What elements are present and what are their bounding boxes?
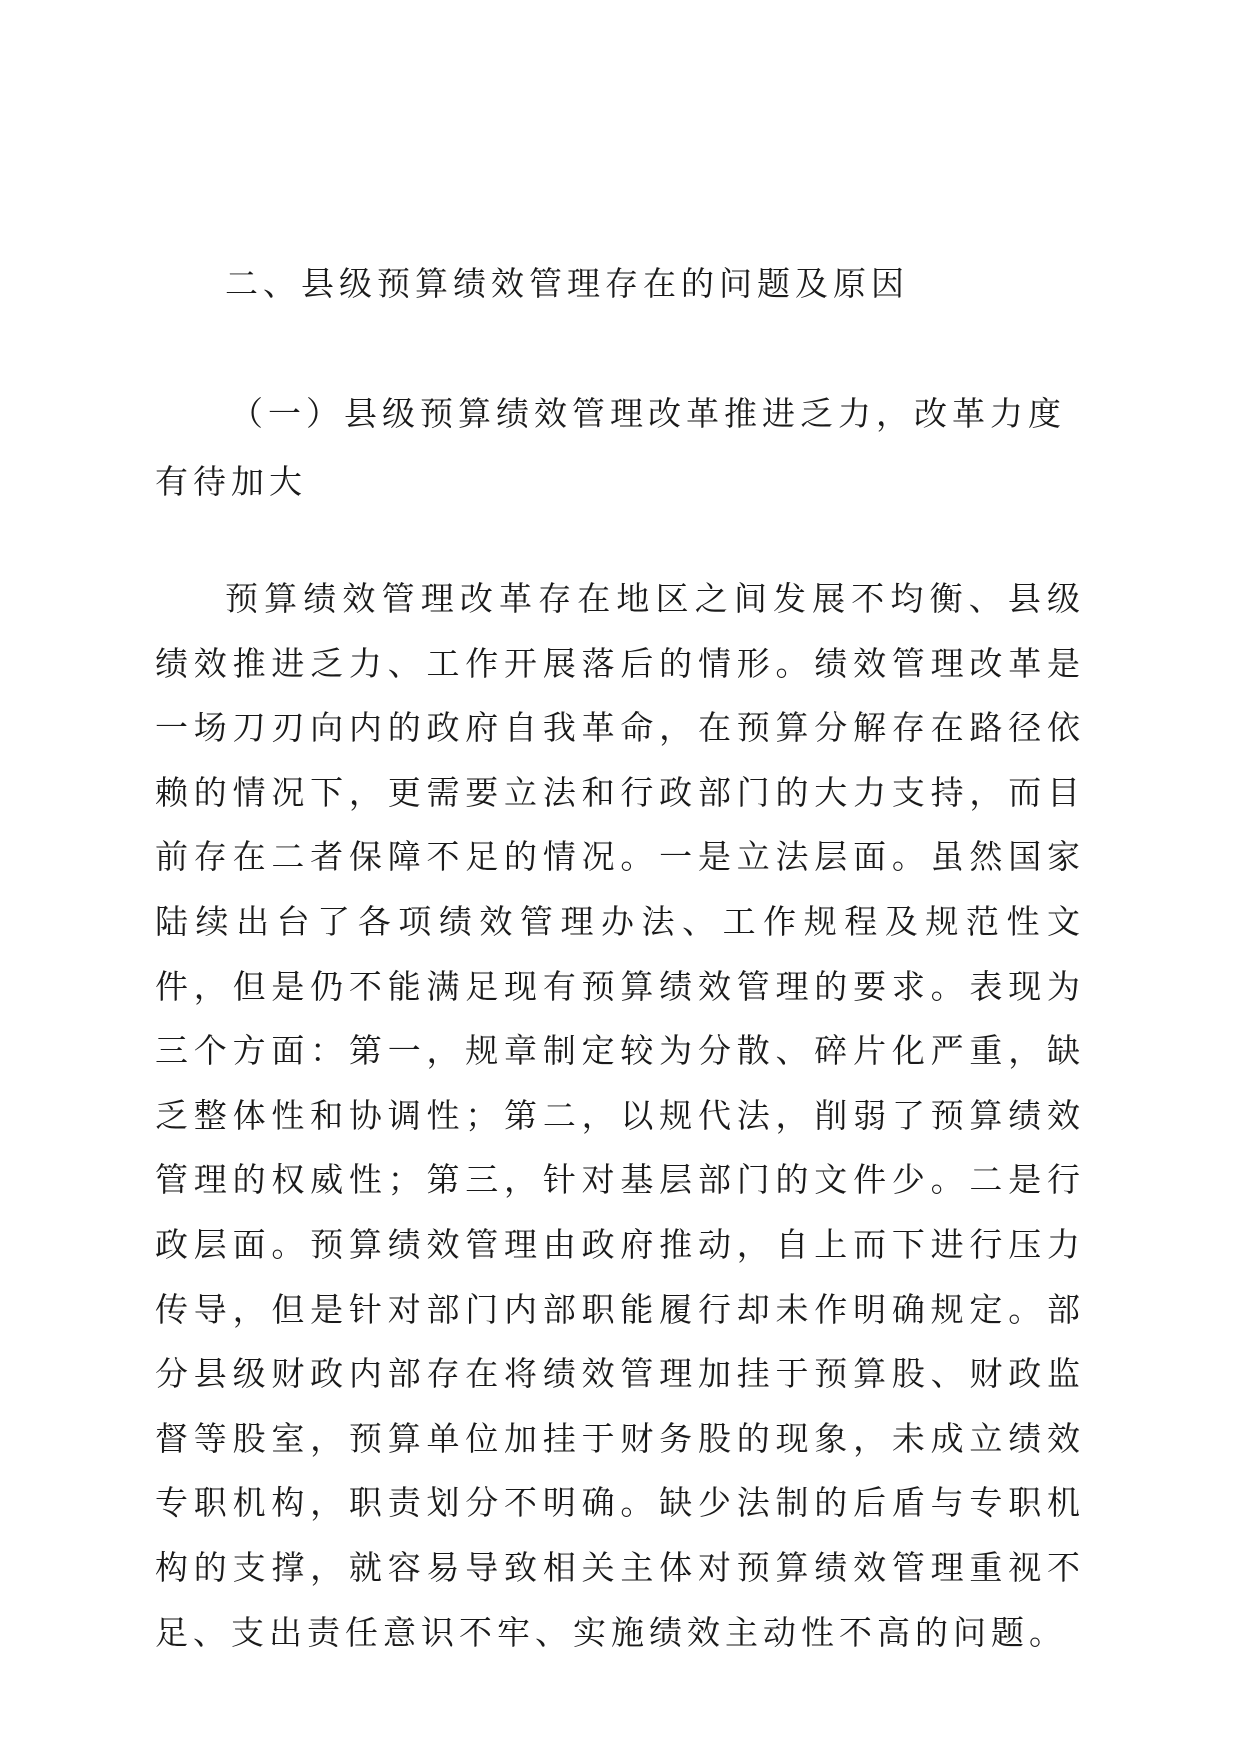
section-heading: 二、县级预算绩效管理存在的问题及原因 <box>225 264 909 303</box>
subsection-heading: （一）县级预算绩效管理改革推进乏力，改革力度有待加大 <box>155 394 1066 501</box>
body-paragraph: 预算绩效管理改革存在地区之间发展不均衡、县级绩效推进乏力、工作开展落后的情形。绩效管理改革是一场刀刃向内的政府自我革命，在预算分解存在路径依赖的情况下，更需要立法和行政部门的大力支持，而目前存在二者保障不足的情况。一是立法层面。虽然国家陆续出台了各项绩效管理办法、工作规程及规范性文件，但是仍不能满足现有预算绩效管理的要求。表现为三个方面：第一，规章制定较为分散、碎片化严重，缺乏整体性和协调性；第二，以规代法，削弱了预算绩效管理的权威性；第三，针对基层部门的文件少。二是行政层面。预算绩效管理由政府推动，自上而下进行压力传导，但是针对部门内部职能履行却未作明确规定。部分县级财政内部存在将绩效管理加挂于预算股、财政监督等股室，预算单位加挂于财务股的现象，未成立绩效专职机构，职责划分不明确。缺少法制的后盾与专职机构的支撑，就容易导致相关主体对预算绩效管理重视不足、支出责任意识不牢、实施绩效主动性不高的问题。 <box>155 579 1085 1652</box>
